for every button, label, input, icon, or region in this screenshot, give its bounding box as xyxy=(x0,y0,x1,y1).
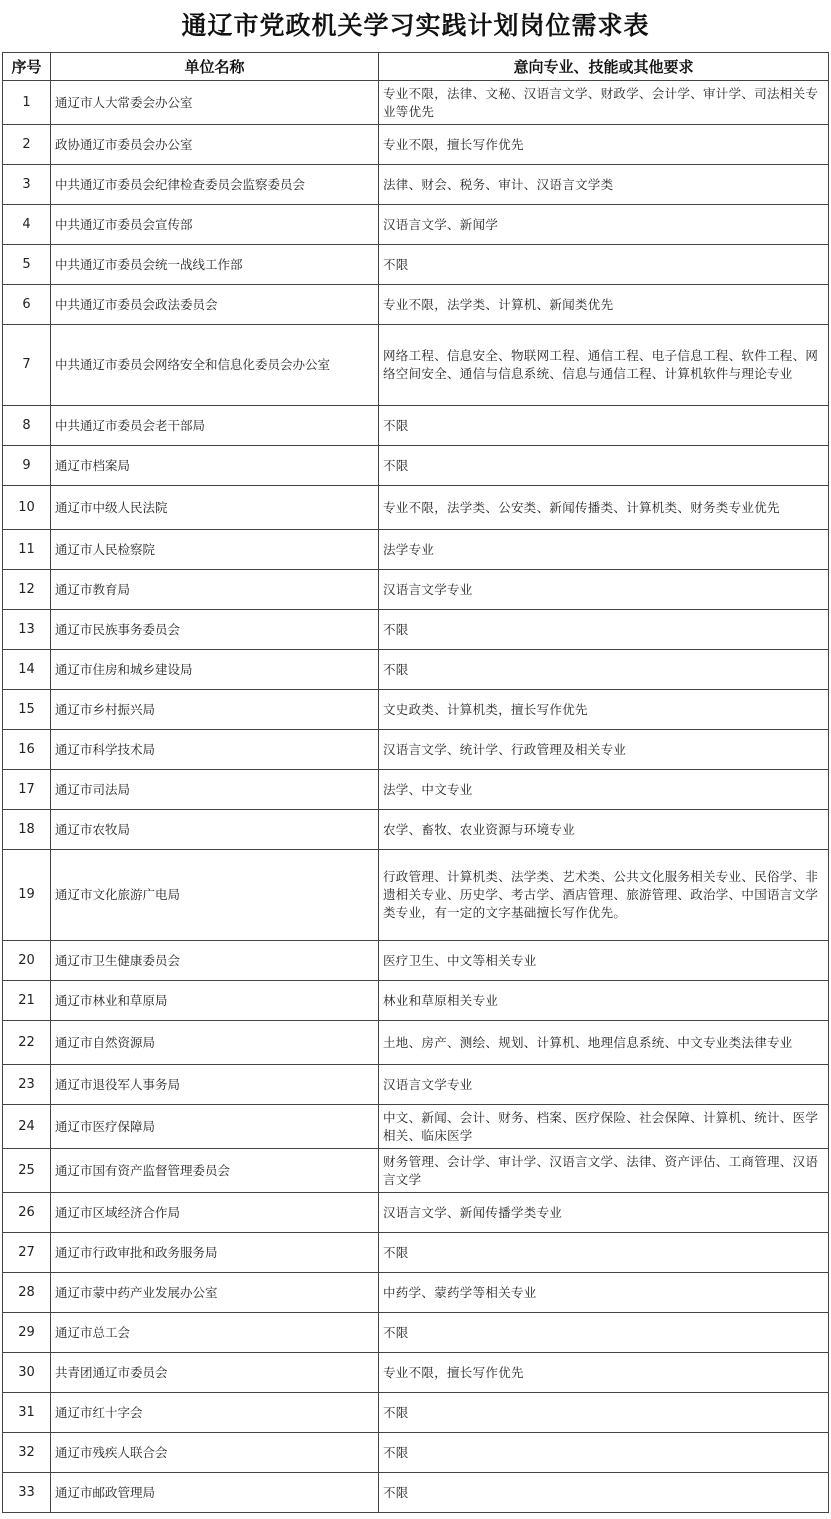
requirements: 专业不限，擅长写作优先 xyxy=(379,125,829,165)
unit-name: 通辽市科学技术局 xyxy=(51,730,379,770)
row-number: 31 xyxy=(3,1393,51,1433)
unit-name: 通辽市蒙中药产业发展办公室 xyxy=(51,1273,379,1313)
requirements: 专业不限，法学类、计算机、新闻类优先 xyxy=(379,285,829,325)
table-row xyxy=(3,245,829,285)
unit-name: 通辽市卫生健康委员会 xyxy=(51,941,379,981)
table-row xyxy=(3,1313,829,1353)
row-number: 3 xyxy=(3,165,51,205)
requirements: 农学、畜牧、农业资源与环境专业 xyxy=(379,810,829,850)
requirements: 行政管理、计算机类、法学类、艺术类、公共文化服务相关专业、民俗学、非遗相关专业、历史学、考古学、酒店管理、旅游管理、政治学、中国语言文学类专业，有一定的文字基础擅长写作优先。 xyxy=(379,850,829,941)
row-number: 26 xyxy=(3,1193,51,1233)
unit-name: 通辽市区域经济合作局 xyxy=(51,1193,379,1233)
requirements: 法学专业 xyxy=(379,530,829,570)
row-number: 16 xyxy=(3,730,51,770)
row-number: 20 xyxy=(3,941,51,981)
header-no: 序号 xyxy=(3,53,51,81)
table-row xyxy=(3,810,829,850)
row-number: 9 xyxy=(3,446,51,486)
table-row xyxy=(3,486,829,530)
row-number: 13 xyxy=(3,610,51,650)
unit-name: 通辽市教育局 xyxy=(51,570,379,610)
row-number: 32 xyxy=(3,1433,51,1473)
row-number: 6 xyxy=(3,285,51,325)
table-row xyxy=(3,165,829,205)
row-number: 25 xyxy=(3,1149,51,1193)
table-row xyxy=(3,446,829,486)
header-unit: 单位名称 xyxy=(51,53,379,81)
row-number: 17 xyxy=(3,770,51,810)
requirements: 专业不限，擅长写作优先 xyxy=(379,1353,829,1393)
unit-name: 中共通辽市委员会网络安全和信息化委员会办公室 xyxy=(51,325,379,406)
table-row xyxy=(3,1353,829,1393)
unit-name: 中共通辽市委员会统一战线工作部 xyxy=(51,245,379,285)
requirements: 专业不限，法律、文秘、汉语言文学、财政学、会计学、审计学、司法相关专业等优先 xyxy=(379,81,829,125)
row-number: 28 xyxy=(3,1273,51,1313)
unit-name: 通辽市国有资产监督管理委员会 xyxy=(51,1149,379,1193)
header-requirements: 意向专业、技能或其他要求 xyxy=(379,53,829,81)
table-row xyxy=(3,1433,829,1473)
row-number: 27 xyxy=(3,1233,51,1273)
table-row xyxy=(3,406,829,446)
requirements: 不限 xyxy=(379,1393,829,1433)
unit-name: 中共通辽市委员会政法委员会 xyxy=(51,285,379,325)
requirements: 不限 xyxy=(379,1433,829,1473)
table-row xyxy=(3,690,829,730)
requirements: 不限 xyxy=(379,1313,829,1353)
row-number: 5 xyxy=(3,245,51,285)
requirements: 汉语言文学、新闻传播学类专业 xyxy=(379,1193,829,1233)
table-row xyxy=(3,125,829,165)
row-number: 23 xyxy=(3,1065,51,1105)
table-row xyxy=(3,650,829,690)
unit-name: 通辽市人民检察院 xyxy=(51,530,379,570)
requirements: 中药学、蒙药学等相关专业 xyxy=(379,1273,829,1313)
table-row xyxy=(3,941,829,981)
unit-name: 共青团通辽市委员会 xyxy=(51,1353,379,1393)
requirements: 不限 xyxy=(379,1233,829,1273)
unit-name: 通辽市红十字会 xyxy=(51,1393,379,1433)
unit-name: 通辽市医疗保障局 xyxy=(51,1105,379,1149)
unit-name: 通辽市行政审批和政务服务局 xyxy=(51,1233,379,1273)
row-number: 19 xyxy=(3,850,51,941)
row-number: 18 xyxy=(3,810,51,850)
requirements: 汉语言文学、统计学、行政管理及相关专业 xyxy=(379,730,829,770)
unit-name: 中共通辽市委员会宣传部 xyxy=(51,205,379,245)
table-row xyxy=(3,81,829,125)
table-row xyxy=(3,570,829,610)
unit-name: 中共通辽市委员会老干部局 xyxy=(51,406,379,446)
unit-name: 通辽市民族事务委员会 xyxy=(51,610,379,650)
row-number: 21 xyxy=(3,981,51,1021)
unit-name: 通辽市自然资源局 xyxy=(51,1021,379,1065)
unit-name: 通辽市中级人民法院 xyxy=(51,486,379,530)
document-title: 通辽市党政机关学习实践计划岗位需求表 xyxy=(181,11,650,40)
unit-name: 通辽市住房和城乡建设局 xyxy=(51,650,379,690)
unit-name: 通辽市档案局 xyxy=(51,446,379,486)
unit-name: 通辽市文化旅游广电局 xyxy=(51,850,379,941)
table-row xyxy=(3,285,829,325)
requirements: 医疗卫生、中文等相关专业 xyxy=(379,941,829,981)
requirements: 汉语言文学专业 xyxy=(379,570,829,610)
table-row xyxy=(3,1065,829,1105)
requirements: 财务管理、会计学、审计学、汉语言文学、法律、资产评估、工商管理、汉语言文学 xyxy=(379,1149,829,1193)
table-row xyxy=(3,1473,829,1513)
requirements: 网络工程、信息安全、物联网工程、通信工程、电子信息工程、软件工程、网络空间安全、通信与信息系统、信息与通信工程、计算机软件与理论专业 xyxy=(379,325,829,406)
requirements: 汉语言文学专业 xyxy=(379,1065,829,1105)
requirements: 不限 xyxy=(379,610,829,650)
unit-name: 通辽市林业和草原局 xyxy=(51,981,379,1021)
position-demand-table xyxy=(2,52,829,1513)
row-number: 24 xyxy=(3,1105,51,1149)
table-row xyxy=(3,730,829,770)
requirements: 不限 xyxy=(379,446,829,486)
requirements: 专业不限，法学类、公安类、新闻传播类、计算机类、财务类专业优先 xyxy=(379,486,829,530)
table-row xyxy=(3,205,829,245)
requirements: 法学、中文专业 xyxy=(379,770,829,810)
requirements: 中文、新闻、会计、财务、档案、医疗保险、社会保障、计算机、统计、医学相关、临床医学 xyxy=(379,1105,829,1149)
requirements: 不限 xyxy=(379,650,829,690)
row-number: 33 xyxy=(3,1473,51,1513)
unit-name: 政协通辽市委员会办公室 xyxy=(51,125,379,165)
requirements: 不限 xyxy=(379,1473,829,1513)
row-number: 7 xyxy=(3,325,51,406)
row-number: 12 xyxy=(3,570,51,610)
row-number: 14 xyxy=(3,650,51,690)
row-number: 4 xyxy=(3,205,51,245)
table-header-row xyxy=(3,53,829,81)
table-body xyxy=(3,81,829,1513)
table-row xyxy=(3,325,829,406)
unit-name: 通辽市司法局 xyxy=(51,770,379,810)
row-number: 11 xyxy=(3,530,51,570)
requirements: 不限 xyxy=(379,406,829,446)
requirements: 林业和草原相关专业 xyxy=(379,981,829,1021)
row-number: 10 xyxy=(3,486,51,530)
table-row xyxy=(3,850,829,941)
table-row xyxy=(3,1105,829,1149)
table-row xyxy=(3,1149,829,1193)
requirements: 汉语言文学、新闻学 xyxy=(379,205,829,245)
requirements: 不限 xyxy=(379,245,829,285)
row-number: 29 xyxy=(3,1313,51,1353)
table-row xyxy=(3,1273,829,1313)
table-row xyxy=(3,1021,829,1065)
table-row xyxy=(3,610,829,650)
row-number: 1 xyxy=(3,81,51,125)
requirements: 法律、财会、税务、审计、汉语言文学类 xyxy=(379,165,829,205)
requirements: 土地、房产、测绘、规划、计算机、地理信息系统、中文专业类法律专业 xyxy=(379,1021,829,1065)
unit-name: 通辽市退役军人事务局 xyxy=(51,1065,379,1105)
unit-name: 中共通辽市委员会纪律检查委员会监察委员会 xyxy=(51,165,379,205)
table-row xyxy=(3,1393,829,1433)
row-number: 15 xyxy=(3,690,51,730)
unit-name: 通辽市残疾人联合会 xyxy=(51,1433,379,1473)
unit-name: 通辽市总工会 xyxy=(51,1313,379,1353)
table-row xyxy=(3,770,829,810)
unit-name: 通辽市人大常委会办公室 xyxy=(51,81,379,125)
unit-name: 通辽市农牧局 xyxy=(51,810,379,850)
row-number: 2 xyxy=(3,125,51,165)
unit-name: 通辽市乡村振兴局 xyxy=(51,690,379,730)
table-row xyxy=(3,1233,829,1273)
row-number: 22 xyxy=(3,1021,51,1065)
table-row xyxy=(3,530,829,570)
table-row xyxy=(3,1193,829,1233)
requirements: 文史政类、计算机类，擅长写作优先 xyxy=(379,690,829,730)
row-number: 30 xyxy=(3,1353,51,1393)
table-row xyxy=(3,981,829,1021)
row-number: 8 xyxy=(3,406,51,446)
unit-name: 通辽市邮政管理局 xyxy=(51,1473,379,1513)
